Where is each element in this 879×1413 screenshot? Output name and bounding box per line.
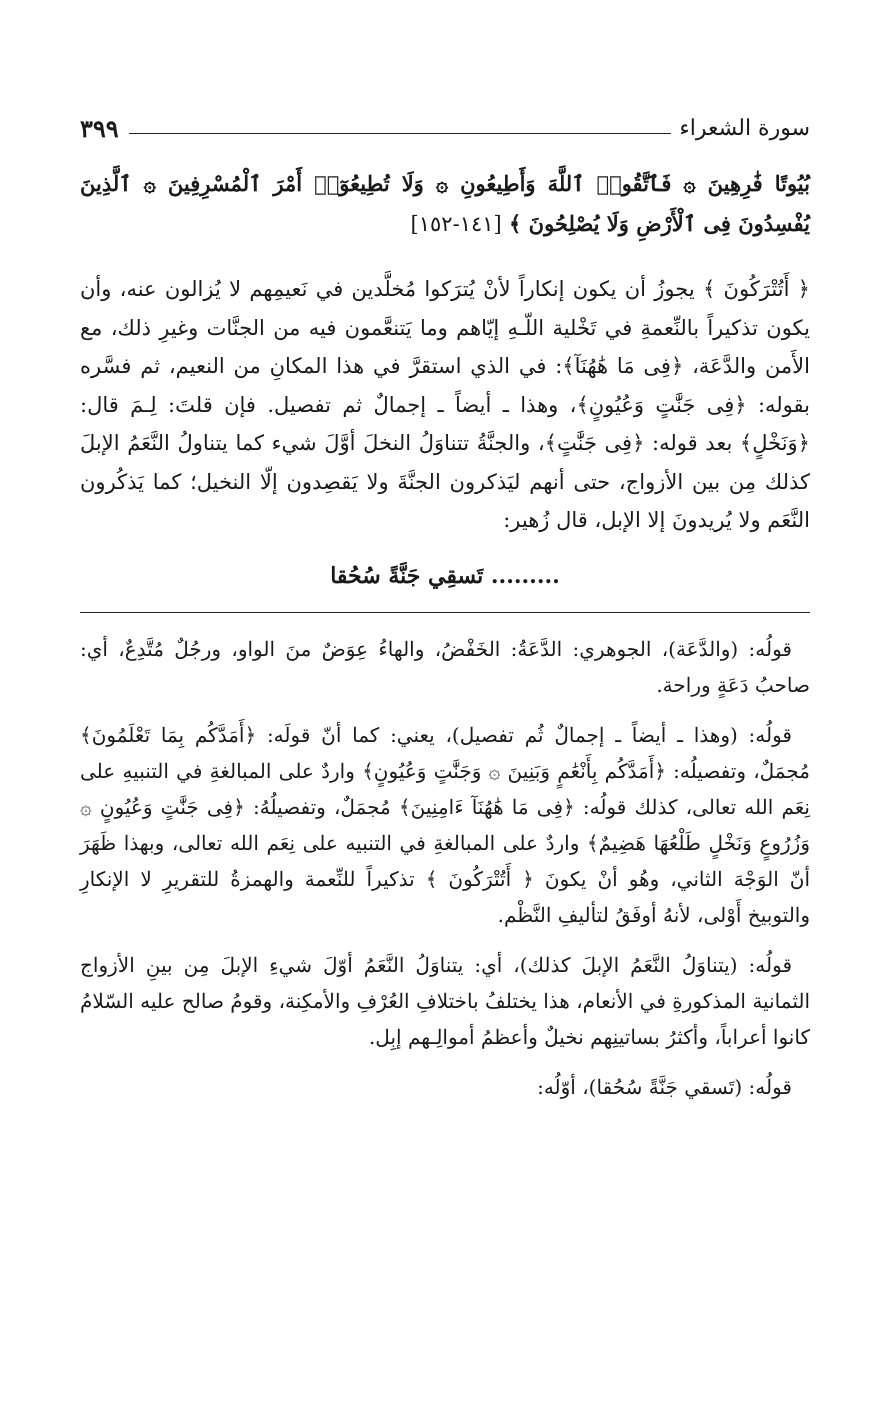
footnote: قولُه: (وهذا ـ أيضاً ـ إجمالٌ ثُم تفصيل)، يعني: كما أنّ قولَه: ﴿أَمَدَّكُم بِمَا تَعْلَمُونَ﴾ مُجمَلٌ، وتفصيلُه: ﴿أَمَدَّكُم بِأَنْعَٰمٍ وَبَنِينَ ۞ وَجَنَّٰتٍ وَعُيُونٍ﴾ واردٌ على المبالغةِ في التنبيهِ على نِعَم الله تعالى، كذلك قولُه: ﴿فِى مَا هَٰهُنَآ ءَامِنِينَ﴾ مُجمَلٌ، وتفصيلُهُ: ﴿فِى جَنَّٰتٍ وَعُيُونٍ ۞ وَزُرُوعٍ وَنَخْلٍ طَلْعُهَا هَضِيمٌ﴾ واردٌ على المبالغةِ في التنبيه على نِعَم الله تعالى، وبهذا ظَهَرَ أنّ الوَجْهَ الثاني، وهُو أنْ يكونَ ﴿ أَتُتْرَكُونَ ﴾ تذكيراً للنِّعمة والهمزةُ للتقريرِ لا الإنكارِ والتوبيخ أَوْلى، لأنهُ أوفَقُ لتأليفِ النَّظْم. [80,722,810,927]
footnote: قولُه: (والدَّعَة)، الجوهري: الدَّعَةُ: الخَفْضُ، والهاءُ عِوَضٌ منَ الواو، ورجُلٌ مُتَّدِعٌ، أي: صاحبُ دَعَةٍ وراحة. [80,636,810,697]
running-header [80,108,810,148]
quran-text: بُيُوتًا فَٰرِهِينَ ۞ فَٱتَّقُوا۟ ٱللَّهَ وَأَطِيعُونِ ۞ وَلَا تُطِيعُوٓا۟ أَمْرَ ٱلْمُسْرِفِينَ ۞ ٱلَّذِينَ يُفْسِدُونَ فِى ٱلْأَرْضِ وَلَا يُصْلِحُونَ ﴾ [80,171,810,236]
poetry-line: ......... تَسقِي جَنَّةً سُحُقا [330,562,560,589]
surah-name: سورة الشعراء [679,115,810,141]
page-number: ٣٩٩ [80,113,119,143]
quran-verses [80,164,810,244]
commentary-paragraph: ﴿ أَتُتْرَكُونَ ﴾ يجوزُ أن يكون إنكاراً لأنْ يُترَكوا مُخلَّدين في نَعيمِهم لا يُزالون عنه، وأن يكون تذكيراً بالنِّعمةِ في تَخْلية اللّـهِ إيّاهم وما يَتنعَّمون فيه من الجنَّات وغيرِ ذلك، مع الأَمن والدَّعَة، ﴿فِى مَا هَٰهُنَآ﴾: في الذي استقرَّ في هذا المكانِ من النعيم، ثم فسَّره بقوله: ﴿فِى جَنَّٰتٍ وَعُيُونٍ﴾، وهذا ـ أيضاً ـ إجمالٌ ثم تفصيل. فإن قلتَ: لِـمَ قال: ﴿وَنَخْلٍ﴾ بعد قوله: ﴿فِى جَنَّٰتٍ﴾، والجنَّةُ تتناوَلُ النخلَ أوَّلَ شيء كما يتناولُ النَّعَمُ الإبلَ كذلك مِن بين الأزواج، حتى أنهم ليَذكرون الجنَّةَ ولا يَقصِدون إلّا النخيل؛ كما يَذكُرون النَّعَم ولا يُريدونَ إلا الإبل، قال زُهير: [80,277,810,532]
book-page [80,108,810,1398]
footnote-divider [80,612,810,613]
header-rule [129,133,672,134]
footnotes [80,631,810,1105]
verse-reference: [١٤١-١٥٢] [410,212,502,236]
footnote: قولُه: (يتناوَلُ النَّعَمُ الإبلَ كذلك)، أي: يتناوَلُ النَّعَمُ أوّلَ شيءِ الإبلَ مِن بينِ الأزواج الثمانية المذكورةِ في الأنعام، هذا يختلفُ باختلافِ العُرْفِ والأمكِنة، وقومُ صالح عليه السّلامُ كانوا أعراباً، وأكثرُ بساتينِهم نخيلٌ وأعظمُ أموالِـهم إبِل. [80,952,810,1049]
footnote: قولُه: (تَسقي جَنَّةً سُحُقا)، أوّلُه: [537,1074,792,1099]
